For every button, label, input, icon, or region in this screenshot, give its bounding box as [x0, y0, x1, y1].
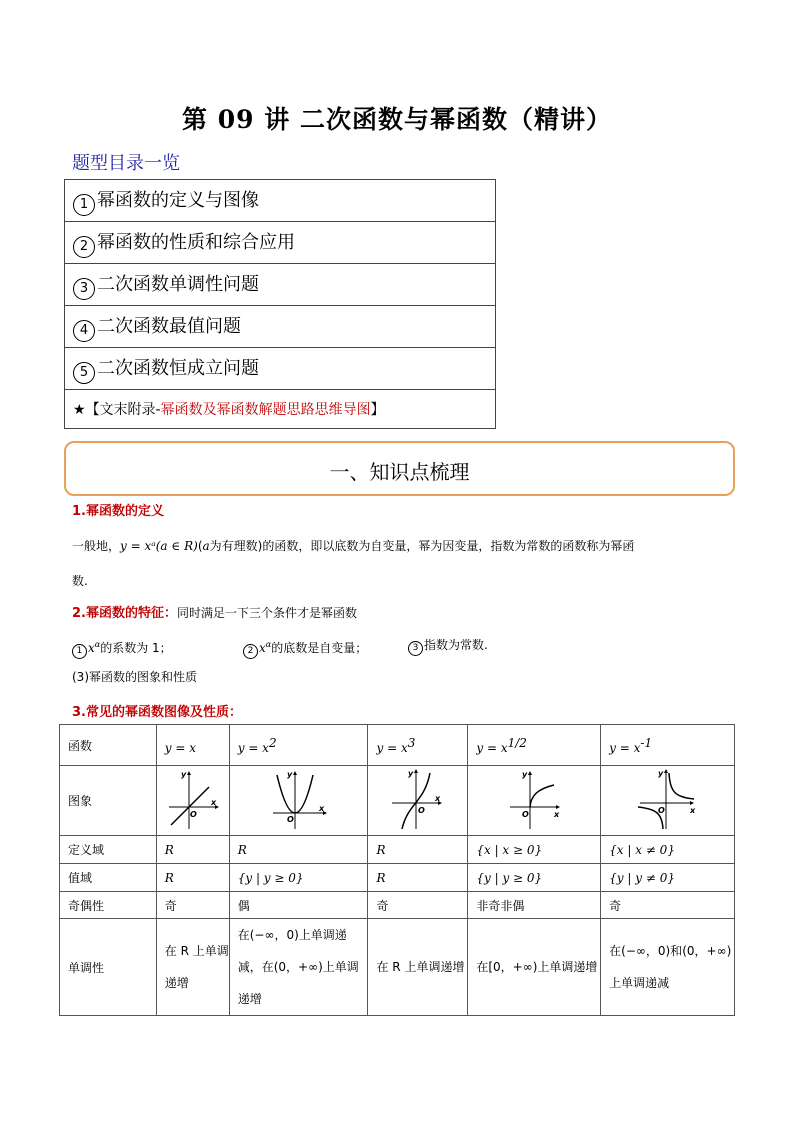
- monotonicity-cell: 在[0，+∞)上单调递增: [468, 919, 601, 1016]
- axis-x-label: x: [318, 804, 324, 813]
- origin-label: O: [417, 806, 425, 815]
- section-title: 一、知识点梳理: [329, 460, 470, 484]
- toc-table: [64, 179, 496, 429]
- graph-cell: [156, 766, 229, 836]
- monotonicity-cell: 在 R 上单调递增: [156, 919, 229, 1016]
- circled-number: 5: [73, 362, 95, 384]
- section-header-box: [64, 441, 735, 496]
- toc-label: 题型目录一览: [72, 153, 180, 174]
- parity-cell: 奇: [368, 892, 468, 919]
- subheading-graphs: (3)幂函数的图象和性质: [72, 670, 197, 684]
- axis-y-label: y: [522, 770, 528, 779]
- function-expr: y = x: [609, 740, 641, 755]
- toc-appendix[interactable]: [65, 390, 496, 429]
- feature-2: [243, 637, 367, 659]
- toc-item-text: 幂函数的性质和综合应用: [97, 231, 295, 253]
- function-expr: y = x: [237, 740, 269, 755]
- power-function-table: [59, 724, 735, 1016]
- heading-features: 2.幂函数的特征：: [72, 606, 177, 621]
- range-cell: {y | y ≥ 0}: [229, 864, 368, 892]
- row-label: 图象: [60, 766, 157, 836]
- function-cell: [368, 725, 468, 766]
- origin-label: O: [657, 806, 665, 815]
- exponent: α: [265, 640, 272, 649]
- origin-label: O: [286, 815, 294, 824]
- toc-item-text: 二次函数恒成立问题: [97, 357, 259, 379]
- graph-y-x: [163, 767, 223, 831]
- monotonicity-cell: 在 R 上单调递增: [368, 919, 468, 1016]
- circled-number: 3: [408, 641, 423, 656]
- appendix-prefix: ★【文末附录-: [73, 402, 161, 418]
- exponent: 1/2: [507, 735, 527, 750]
- appendix-highlight: 幂函数及幂函数解题思路思维导图: [160, 402, 371, 418]
- exponent: α: [94, 640, 101, 649]
- parity-cell: 奇: [601, 892, 735, 919]
- domain-cell: R: [156, 836, 229, 864]
- row-label: 单调性: [60, 919, 157, 1016]
- domain-cell: {x | x ≠ 0}: [601, 836, 735, 864]
- function-cell: [468, 725, 601, 766]
- range-cell: {y | y ≠ 0}: [601, 864, 735, 892]
- variable: x: [88, 641, 95, 655]
- table-row: [60, 892, 735, 919]
- graph-y-sqrt-x: [502, 767, 566, 831]
- variable: a: [202, 539, 210, 553]
- function-expr: y = x: [164, 740, 196, 755]
- toc-item[interactable]: [65, 222, 496, 264]
- heading-common-functions: 3.常见的幂函数图像及性质：: [72, 705, 242, 720]
- page-title: 第 09 讲 二次函数与幂函数（精讲）: [182, 105, 612, 134]
- graph-y-x-inverse: [636, 767, 700, 831]
- circled-number: 1: [73, 194, 95, 216]
- graph-cell: [368, 766, 468, 836]
- circled-number: 2: [73, 236, 95, 258]
- toc-item-text: 幂函数的定义与图像: [97, 189, 259, 211]
- parity-cell: 非奇非偶: [468, 892, 601, 919]
- heading-definition: 1.幂函数的定义: [72, 504, 164, 519]
- text: 的系数为 1；: [100, 641, 172, 655]
- circled-number: 4: [73, 320, 95, 342]
- graph-cell: [601, 766, 735, 836]
- table-row: [60, 766, 735, 836]
- axis-y-label: y: [286, 770, 292, 779]
- text: 一般地，: [72, 539, 121, 553]
- function-expr: y = x: [476, 740, 508, 755]
- function-cell: [229, 725, 368, 766]
- function-cell: [601, 725, 735, 766]
- feature-1: [72, 637, 172, 659]
- text: 指数为常数.: [424, 638, 488, 652]
- axis-y-label: y: [180, 770, 186, 779]
- domain-cell: R: [368, 836, 468, 864]
- text: 为有理数)的函数，即以底数为自变量，幂为因变量，指数为常数的函数称为幂函: [209, 539, 635, 553]
- range-cell: R: [156, 864, 229, 892]
- row-label: 定义域: [60, 836, 157, 864]
- function-expr: y = x: [376, 740, 408, 755]
- formula: y = xᵃ(a ∈ R): [120, 539, 198, 553]
- heading-features-line: [72, 605, 357, 622]
- exponent: 2: [268, 735, 277, 750]
- table-row: [60, 836, 735, 864]
- axis-y-label: y: [407, 769, 414, 778]
- range-cell: {y | y ≥ 0}: [468, 864, 601, 892]
- domain-cell: R: [229, 836, 368, 864]
- table-row: [60, 725, 735, 766]
- toc-item[interactable]: [65, 348, 496, 390]
- toc-item-text: 二次函数最值问题: [97, 315, 241, 337]
- origin-label: O: [189, 810, 197, 819]
- circled-number: 3: [73, 278, 95, 300]
- graph-cell: [468, 766, 601, 836]
- toc-item[interactable]: [65, 264, 496, 306]
- table-row: [60, 864, 735, 892]
- appendix-suffix: 】: [370, 402, 385, 418]
- features-tail: 同时满足一下三个条件才是幂函数: [176, 606, 357, 620]
- axis-x-label: x: [434, 794, 441, 803]
- text: 的底数是自变量；: [271, 641, 368, 655]
- toc-item-text: 二次函数单调性问题: [97, 273, 259, 295]
- domain-cell: {x | x ≥ 0}: [468, 836, 601, 864]
- row-label: 函数: [60, 725, 157, 766]
- range-cell: R: [368, 864, 468, 892]
- axis-x-label: x: [689, 806, 695, 815]
- feature-3: [408, 637, 488, 656]
- graph-y-x2: [267, 767, 331, 831]
- parity-cell: 奇: [156, 892, 229, 919]
- circled-number: 2: [243, 644, 258, 659]
- graph-cell: [229, 766, 368, 836]
- definition-text: [72, 538, 634, 554]
- origin-label: O: [522, 810, 530, 819]
- function-cell: [156, 725, 229, 766]
- exponent: -1: [640, 735, 653, 750]
- axis-y-label: y: [657, 769, 663, 778]
- row-label: 奇偶性: [60, 892, 157, 919]
- axis-x-label: x: [210, 798, 216, 807]
- parity-cell: 偶: [229, 892, 368, 919]
- toc-item[interactable]: [65, 306, 496, 348]
- table-row: [60, 919, 735, 1016]
- axis-x-label: x: [554, 810, 560, 819]
- toc-item[interactable]: [65, 180, 496, 222]
- row-label: 值域: [60, 864, 157, 892]
- graph-y-x3: [388, 767, 448, 831]
- monotonicity-cell: 在(−∞，0)和(0，+∞)上单调递减: [601, 919, 735, 1016]
- monotonicity-cell: 在(−∞，0)上单调递减，在(0，+∞)上单调递增: [229, 919, 368, 1016]
- circled-number: 1: [72, 644, 87, 659]
- definition-text-tail: 数.: [72, 574, 88, 588]
- exponent: 3: [407, 735, 416, 750]
- variable: x: [259, 641, 266, 655]
- text: (: [197, 539, 203, 553]
